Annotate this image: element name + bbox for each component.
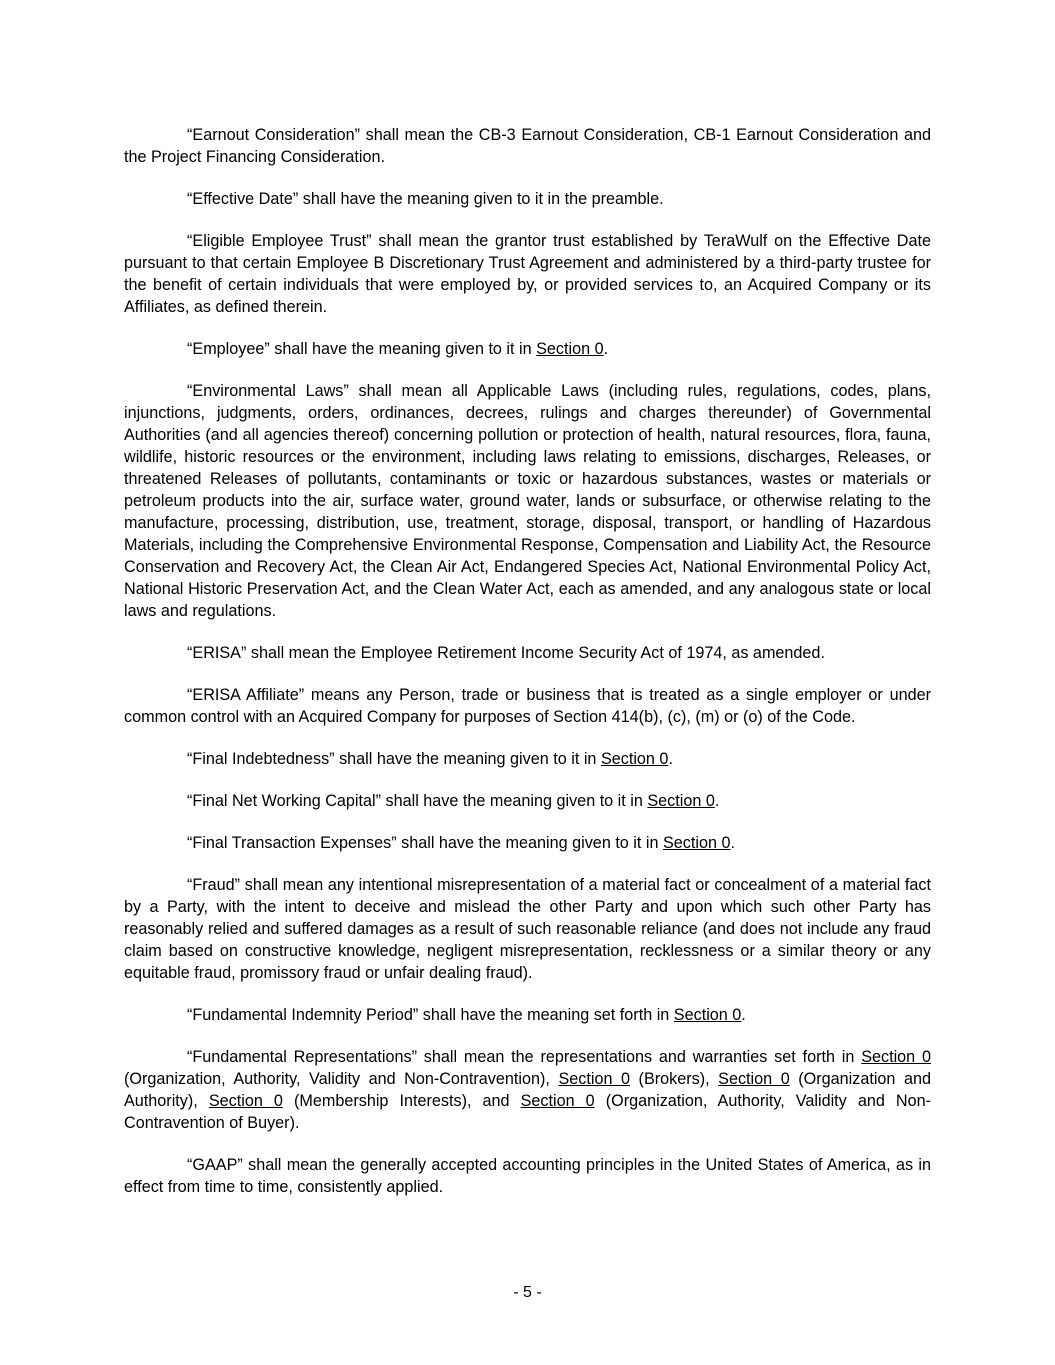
definition-paragraph	[124, 338, 931, 360]
definition-text: means any Person, trade or business that is treated as a single employer or under common control with an Acquired Company for purposes of Section 414(b), (c), (m) or (o) of the Code.	[124, 686, 931, 726]
defined-term: “Earnout Consideration”	[187, 126, 360, 144]
definition-text: shall have the meaning set forth in	[418, 1006, 674, 1024]
definition-text: shall mean the representations and warranties set forth in	[416, 1048, 862, 1066]
definition-text: shall have the meaning given to it in	[334, 750, 601, 768]
section-reference-link[interactable]: Section 0	[647, 792, 715, 810]
section-reference-link[interactable]: Section 0	[861, 1048, 931, 1066]
defined-term: “Fundamental Representations”	[187, 1048, 417, 1066]
definitions-body	[124, 124, 931, 1218]
definition-text: shall have the meaning given to it in	[396, 834, 663, 852]
defined-term: “Employee”	[187, 340, 270, 358]
definition-paragraph	[124, 380, 931, 622]
definition-paragraph	[124, 124, 931, 168]
defined-term: “Final Net Working Capital”	[187, 792, 382, 810]
definition-text: (Organization and Authority),	[124, 1070, 931, 1110]
definition-text: (Organization, Authority, Validity and Non-Contravention),	[124, 1070, 559, 1088]
section-reference-link[interactable]: Section 0	[663, 834, 731, 852]
definition-text: shall mean all Applicable Laws (including rules, regulations, codes, plans, injunctions, judgments, orders, ordinances, decrees, rulings and charges thereunder) of Governmental Authorities (and all agencies thereof) concerning pollution or protection of health, natural resources, flora, fauna, wildlife, historic resources or the environment, including laws relating to emissions, discharges, Releases, or threatened Releases of pollutants, contaminants or toxic or hazardous substances, wastes or materials or petroleum products into the air, surface water, ground water, lands or subsurface, or otherwise relating to the manufacture, processing, distribution, use, treatment, storage, disposal, transport, or handling of Hazardous Materials, including the Comprehensive Environmental Response, Compensation and Liability Act, the Resource Conservation and Recovery Act, the Clean Air Act, Endangered Species Act, National Environmental Policy Act, National Historic Preservation Act, and the Clean Water Act, each as amended, and any analogous state or local laws and regulations.	[124, 382, 931, 620]
section-reference-link[interactable]: Section 0	[536, 340, 604, 358]
definition-text: .	[714, 792, 720, 810]
definition-text: .	[730, 834, 735, 852]
definition-text: shall mean the Employee Retirement Income Security Act of 1974, as amended.	[246, 644, 825, 662]
definition-paragraph	[124, 684, 931, 728]
definition-text: (Brokers),	[630, 1070, 719, 1088]
definition-paragraph	[124, 1154, 931, 1198]
defined-term: “Fraud”	[187, 876, 241, 894]
defined-term: “Eligible Employee Trust”	[187, 232, 372, 250]
section-reference-link[interactable]: Section 0	[600, 750, 669, 768]
defined-term: “Fundamental Indemnity Period”	[187, 1006, 419, 1024]
defined-term: “GAAP”	[187, 1156, 243, 1174]
definition-paragraph	[124, 230, 931, 318]
definition-text: shall have the meaning given to it in the preamble.	[298, 190, 664, 208]
definition-paragraph	[124, 1046, 931, 1134]
definition-text: .	[668, 750, 673, 768]
definition-text: shall mean the generally accepted accounting principles in the United States of America, as in effect from time to time, consistently applied.	[124, 1156, 931, 1196]
defined-term: “Final Transaction Expenses”	[187, 834, 397, 852]
definition-paragraph	[124, 748, 931, 770]
page-number: - 5 -	[513, 1284, 542, 1301]
section-reference-link[interactable]: Section 0	[208, 1092, 283, 1110]
section-reference-link[interactable]: Section 0	[673, 1006, 742, 1024]
definition-paragraph	[124, 874, 931, 984]
definition-text: .	[603, 340, 609, 358]
definition-paragraph	[124, 642, 931, 664]
definition-text: shall mean the grantor trust established by TeraWulf on the Effective Date pursuant to that certain Employee B Discretionary Trust Agreement and administered by a third-party trustee for the benefit of certain individuals that were employed by, or provided services to, an Acquired Company or its Affiliates, as defined therein.	[124, 232, 931, 316]
defined-term: “Effective Date”	[187, 190, 299, 208]
section-reference-link[interactable]: Section 0	[558, 1070, 630, 1088]
definition-text: (Membership Interests), and	[282, 1092, 521, 1110]
definition-paragraph	[124, 832, 931, 854]
definition-text: shall mean any intentional misrepresentation of a material fact or concealment of a material fact by a Party, with the intent to deceive and mislead the other Party and upon which such other Party has reasonably relied and suffered damages as a result of such reasonable reliance (and does not include any fraud claim based on constructive knowledge, negligent misrepresentation, recklessness or a similar theory or any equitable fraud, promissory fraud or unfair dealing fraud).	[124, 876, 931, 982]
section-reference-link[interactable]: Section 0	[718, 1070, 790, 1088]
defined-term: “Final Indebtedness”	[187, 750, 335, 768]
definition-text: shall have the meaning given to it in	[269, 340, 537, 358]
defined-term: “ERISA”	[187, 644, 247, 662]
section-reference-link[interactable]: Section 0	[520, 1092, 595, 1110]
defined-term: “ERISA Affiliate”	[187, 686, 305, 704]
definition-paragraph	[124, 790, 931, 812]
defined-term: “Environmental Laws”	[187, 382, 349, 400]
definition-text: .	[741, 1006, 746, 1024]
definition-text: shall mean the CB-3 Earnout Consideration, CB-1 Earnout Consideration and the Project Financing Consideration.	[124, 126, 932, 166]
definition-paragraph	[124, 188, 931, 210]
definition-text: (Organization, Authority, Validity and Non-Contravention of Buyer).	[124, 1092, 931, 1132]
definition-paragraph	[124, 1004, 931, 1026]
definition-text: shall have the meaning given to it in	[381, 792, 648, 810]
